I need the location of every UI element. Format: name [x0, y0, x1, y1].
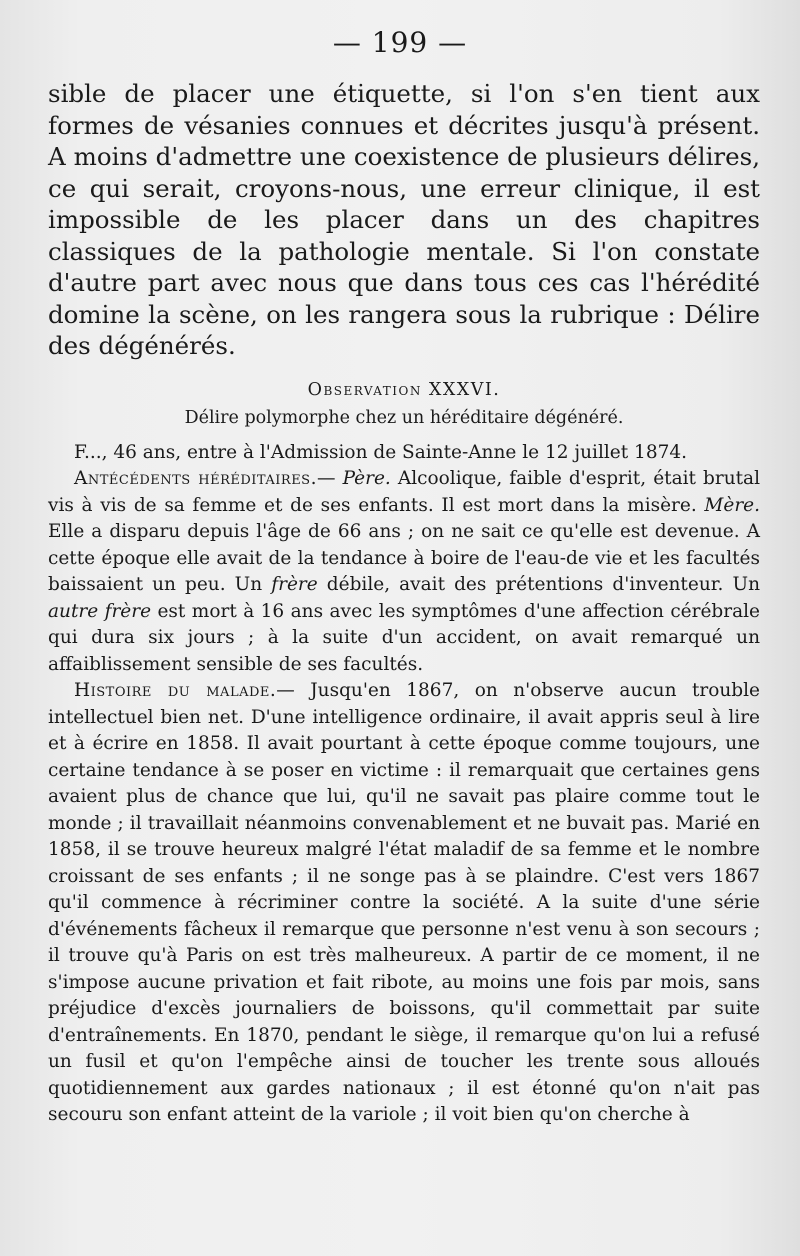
- admission-paragraph: F..., 46 ans, entre à l'Admission de Sainte-Anne le 12 juillet 1874.: [74, 441, 688, 463]
- histoire-heading: Histoire du malade.: [74, 680, 277, 701]
- mere-label: Mère.: [704, 494, 760, 516]
- antecedents-paragraph: [48, 466, 760, 678]
- histoire-paragraph: [48, 678, 760, 1129]
- autre-frere-label: autre frère: [48, 600, 152, 622]
- observation-subtitle: Délire polymorphe chez un héréditaire dégénéré.: [184, 407, 624, 428]
- page-number: — 199 —: [332, 26, 468, 59]
- frere-label: frère: [271, 574, 318, 595]
- intro-paragraph: sible de placer une étiquette, si l'on s'en tient aux formes de vésanies connues et décrites jusqu'à présent. A moins d'admettre une coexistence de plusieurs délires, ce qui serait, croyons-nous, une erreur clinique, il est impossible de les placer dans un des chapitres classiques de la pathologie mentale. Si l'on constate d'autre part avec nous que dans tous ces cas l'hérédité domine la scène, on les rangera sous la rubrique : Délire des dégénérés.: [48, 79, 760, 360]
- pere-text: Alcoolique, faible d'esprit, était brutal vis à vis de sa femme et de ses enfants. Il est mort dans la misère.: [48, 468, 760, 516]
- histoire-dash: —: [276, 680, 311, 701]
- pere-label: Père.: [342, 468, 391, 489]
- mere-text: Elle a disparu depuis l'âge de 66 ans ; on ne sait ce qu'elle est devenue. A cette époque elle avait de la tendance à boire de l'eau-de vie et les facultés baissaient un peu. Un: [48, 521, 760, 595]
- frere-text: débile, avait des prétentions d'inventeur. Un: [317, 574, 761, 595]
- page-body: [48, 78, 760, 1129]
- autre-frere-text: est mort à 16 ans avec les symptômes d'une affection cérébrale qui dura six jours ; à la suite d'un accident, on avait remarqué un affaiblissement sensible de ses facultés.: [48, 600, 761, 675]
- histoire-text: Jusqu'en 1867, on n'observe aucun trouble intellectuel bien net. D'une intelligence ordinaire, il avait appris seul à lire et à écrire en 1858. Il avait pourtant à cette époque comme toujours, une certaine tendance à se poser en victime : il remarquait que certaines gens avaient plus de chance que lui, qu'il ne savait pas plaire comme tout le monde ; il travaillait néanmoins convenablement et ne buvait pas. Marié en 1858, il se trouve heureux malgré l'état maladif de sa femme et le nombre croissant de ses enfants ; il ne songe pas à se plaindre. C'est vers 1867 qu'il commence à récriminer contre la société. A la suite d'une série d'événements fâcheux il remarque que personne n'est venu à son secours ; il trouve qu'à Paris on est très malheureux. A partir de ce moment, il ne s'impose aucune privation et fait ribote, au moins une fois par mois, sans préjudice d'excès journaliers de boissons, qu'il commettait par suite d'entraînements. En 1870, pendant le siège, il remarque qu'on lui a refusé un fusil et qu'on l'empêche ainsi de toucher les trente sous alloués quotidiennement aux gardes nationaux ; il est étonné qu'on n'ait pas secouru son enfant atteint de la variole ; il voit bien qu'on cherche à: [48, 680, 760, 1125]
- antecedents-heading: Antécédents héréditaires.: [74, 468, 317, 489]
- antecedents-dash: —: [316, 468, 343, 489]
- observation-title: Observation XXXVI.: [307, 379, 501, 400]
